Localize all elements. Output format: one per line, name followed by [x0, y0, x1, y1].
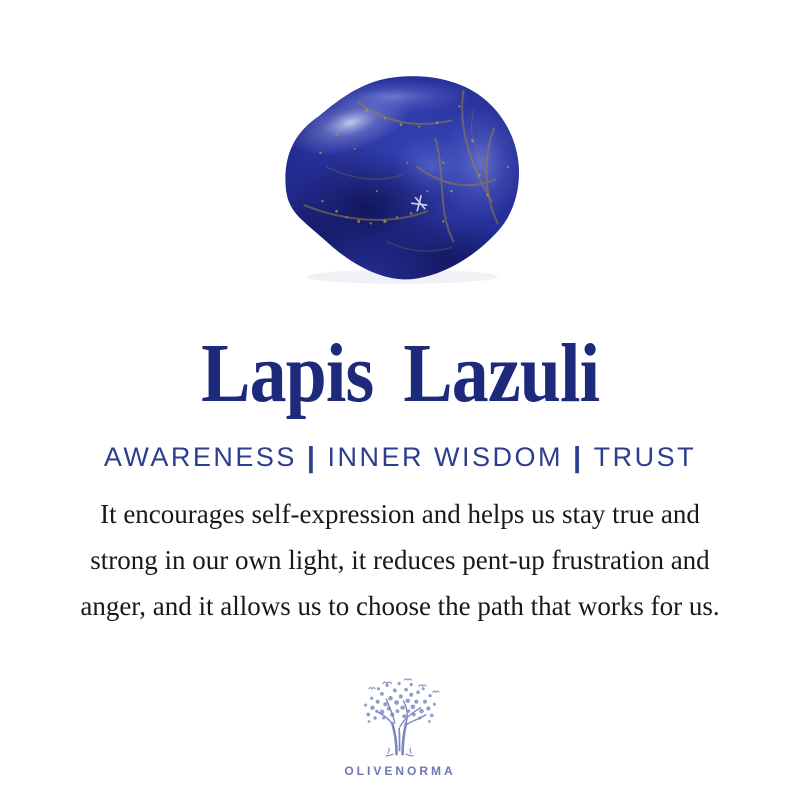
keyword-trust: TRUST	[593, 442, 697, 472]
brand-logo	[0, 678, 800, 778]
lapis-lazuli-stone-graphic	[266, 70, 528, 284]
description-line: anger, and it allows us to choose the path that works for us.	[80, 591, 720, 621]
keyword-separator: |	[573, 442, 584, 474]
keyword-strip	[0, 442, 800, 475]
keyword-inner-wisdom: INNER WISDOM	[327, 442, 564, 472]
stone-description	[20, 491, 780, 629]
description-line: strong in our own light, it reduces pent-up frustration and	[90, 545, 710, 575]
page-title-text: Lapis Lazuli	[200, 327, 600, 420]
page-title	[0, 327, 800, 441]
lapis-lazuli-stone-image	[266, 70, 528, 284]
keyword-separator: |	[306, 442, 318, 474]
description-line: It encourages self-expression and helps us stay true and	[100, 499, 700, 529]
keyword-awareness: AWARENESS	[103, 442, 297, 472]
olive-tree-with-birds-icon	[357, 678, 443, 758]
brand-name: OLIVENORMA	[344, 764, 456, 778]
